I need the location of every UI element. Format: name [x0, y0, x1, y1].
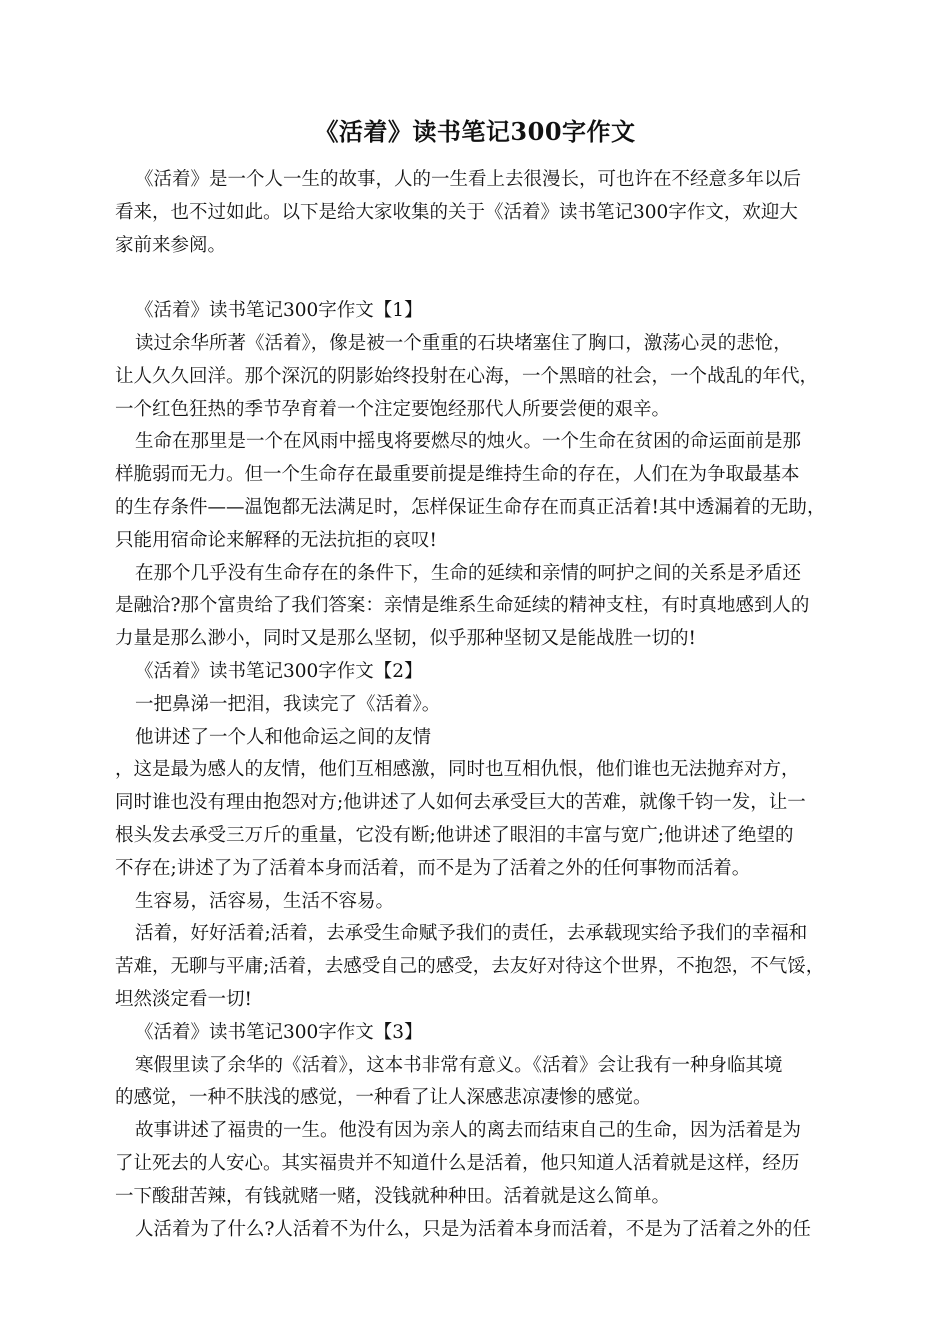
- blank-line: [115, 262, 843, 295]
- section-2-line: 不存在;讲述了为了活着本身而活着，而不是为了活着之外的任何事物而活着。: [115, 857, 751, 879]
- section-2-line: 活着，好好活着;活着，去承受生命赋予我们的责任，去承载现实给予我们的幸福和: [135, 923, 808, 945]
- section-2-line: 苦难，无聊与平庸;活着，去感受自己的感受，去友好对待这个世界，不抱怨，不气馁，: [115, 956, 825, 978]
- section-1-heading: 《活着》读书笔记300字作文【1】: [135, 300, 423, 322]
- section-3-line: 一下酸甜苦辣，有钱就赌一赌，没钱就种种田。活着就是这么简单。: [115, 1185, 671, 1207]
- section-3-line: 寒假里读了余华的《活着》，这本书非常有意义。《活着》会让我有一种身临其境: [135, 1054, 783, 1076]
- section-2-line: ，这是最为感人的友情，他们互相感激，同时也互相仇恨，他们谁也无法抛弃对方，: [115, 759, 800, 781]
- document-body: [115, 164, 843, 1246]
- section-2-line: 坦然淡定看一切!: [115, 988, 252, 1010]
- section-1-line: 生命在那里是一个在风雨中摇曳将要燃尽的烛火。一个生命在贫困的命运面前是那: [135, 431, 802, 453]
- section-3-line: 故事讲述了福贵的一生。他没有因为亲人的离去而结束自己的生命，因为活着是为: [135, 1120, 802, 1142]
- section-1-line: 是融洽?那个富贵给了我们答案：亲情是维系生命延续的精神支柱，有时真地感到人的: [115, 595, 810, 617]
- section-1-line: 读过余华所著《活着》，像是被一个重重的石块堵塞住了胸口，激荡心灵的悲怆，: [135, 332, 792, 354]
- section-1-line: 力量是那么渺小，同时又是那么坚韧，似乎那种坚韧又是能战胜一切的!: [115, 628, 696, 650]
- intro-line-1: 《活着》是一个人一生的故事，人的一生看上去很漫长，可也许在不经意多年以后: [135, 169, 802, 190]
- section-3-heading: 《活着》读书笔记300字作文【3】: [135, 1021, 423, 1043]
- section-1-line: 的生存条件——温饱都无法满足时，怎样保证生命存在而真正活着!其中透漏着的无助，: [115, 496, 826, 518]
- section-1-line: 让人久久回洋。那个深沉的阴影始终投射在心海，一个黑暗的社会，一个战乱的年代，: [115, 365, 819, 387]
- section-2-line: 根头发去承受三万斤的重量，它没有断;他讲述了眼泪的丰富与宽广;他讲述了绝望的: [115, 824, 794, 846]
- document-title: 《活着》读书笔记300字作文: [314, 117, 636, 146]
- section-1-line: 样脆弱而无力。但一个生命存在最重要前提是维持生命的存在，人们在为争取最基本: [115, 464, 800, 486]
- section-3-line: 的感觉，一种不肤浅的感觉，一种看了让人深感悲凉凄惨的感觉。: [115, 1087, 652, 1109]
- section-1-line: 只能用宿命论来解释的无法抗拒的哀叹!: [115, 529, 437, 551]
- section-1-line: 一个红色狂热的季节孕育着一个注定要饱经那代人所要尝便的艰辛。: [115, 398, 671, 420]
- section-2-line: 他讲述了一个人和他命运之间的友情: [135, 726, 432, 748]
- section-3-line: 了让死去的人安心。其实福贵并不知道什么是活着，他只知道人活着就是这样，经历: [115, 1152, 800, 1174]
- section-2-line: 生容易，活容易，生活不容易。: [135, 890, 395, 912]
- section-2-heading: 《活着》读书笔记300字作文【2】: [135, 660, 423, 682]
- section-3-line: 人活着为了什么?人活着不为什么，只是为活着本身而活着，不是为了活着之外的任: [135, 1218, 811, 1240]
- section-2-line: 一把鼻涕一把泪，我读完了《活着》。: [135, 693, 441, 715]
- section-2-line: 同时谁也没有理由抱怨对方;他讲述了人如何去承受巨大的苦难，就像千钧一发，让一: [115, 792, 806, 814]
- section-1-line: 在那个几乎没有生命存在的条件下，生命的延续和亲情的呵护之间的关系是矛盾还: [135, 562, 802, 584]
- intro-line-2: 看来，也不过如此。以下是给大家收集的关于《活着》读书笔记300字作文，欢迎大: [115, 201, 798, 223]
- intro-line-3: 家前来参阅。: [115, 234, 227, 256]
